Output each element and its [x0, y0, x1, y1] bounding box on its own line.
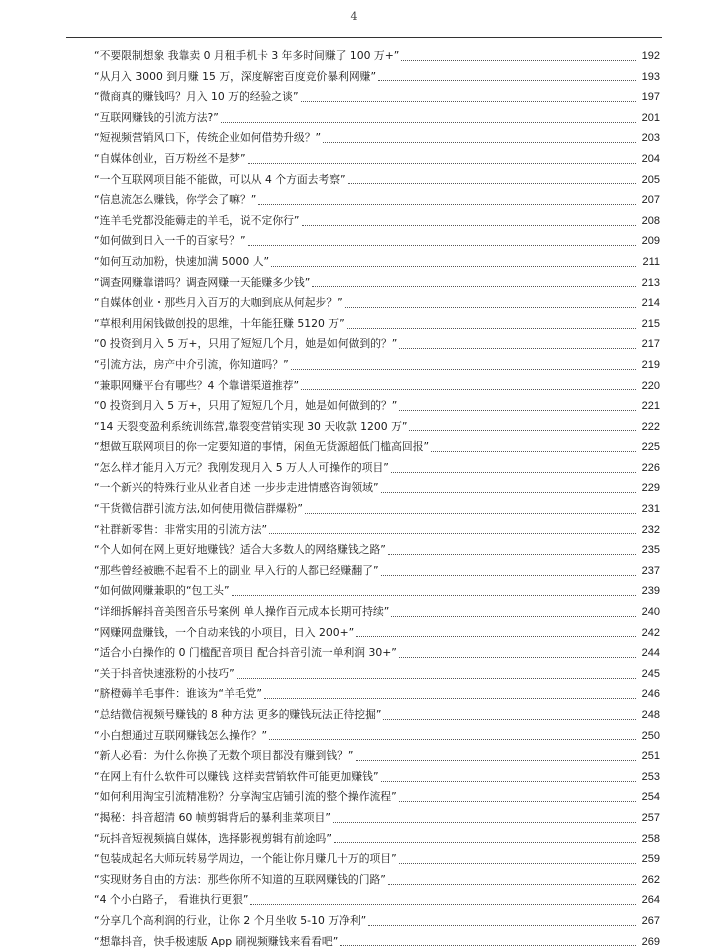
- toc-dot-leader: [391, 472, 636, 473]
- toc-entry-page-number: 237: [641, 564, 660, 577]
- toc-entry[interactable]: [94, 355, 660, 376]
- toc-entry-page-number: 264: [641, 894, 660, 907]
- toc-entry-page-number: 204: [641, 152, 660, 165]
- toc-entry[interactable]: [94, 334, 660, 355]
- toc-entry-title: “调查网赚靠谱吗？调查网赚一天能赚多少钱”: [94, 275, 311, 289]
- toc-dot-leader: [401, 60, 636, 61]
- toc-entry[interactable]: [94, 252, 660, 273]
- toc-entry[interactable]: [94, 849, 660, 870]
- toc-entry-page-number: 192: [641, 50, 660, 62]
- toc-entry[interactable]: [94, 561, 660, 582]
- toc-entry-page-number: 246: [641, 688, 660, 701]
- toc-entry-page-number: 222: [641, 420, 660, 433]
- toc-entry-page-number: 193: [641, 70, 660, 83]
- toc-entry-page-number: 267: [641, 914, 660, 927]
- toc-entry-page-number: 254: [641, 791, 660, 804]
- toc-entry-title: “想做互联网项目的你一定要知道的事情，闲鱼无货源超低门槛高回报”: [94, 440, 430, 454]
- toc-entry-page-number: 211: [642, 255, 660, 268]
- toc-entry-page-number: 221: [641, 400, 660, 413]
- toc-entry-page-number: 213: [641, 276, 660, 289]
- toc-entry[interactable]: [94, 540, 660, 561]
- toc-entry-title: “个人如何在网上更好地赚钱？适合大多数人的网络赚钱之路”: [94, 543, 386, 557]
- toc-dot-leader: [391, 616, 636, 617]
- toc-dot-leader: [368, 925, 636, 926]
- toc-dot-leader: [264, 698, 636, 699]
- toc-entry[interactable]: [94, 149, 660, 170]
- toc-dot-leader: [399, 348, 636, 349]
- toc-entry-page-number: 262: [641, 873, 660, 886]
- toc-dot-leader: [347, 328, 636, 329]
- toc-dot-leader: [312, 286, 636, 287]
- toc-dot-leader: [269, 533, 636, 534]
- toc-entry-title: “揭秘：抖音超清 60 帧剪辑背后的暴利韭菜项目”: [94, 810, 331, 824]
- toc-entry-title: “包装成起名大师玩转易学周边，一个能让你月赚几十万的项目”: [94, 852, 397, 866]
- toc-entry[interactable]: [94, 67, 660, 88]
- toc-entry-page-number: 229: [641, 482, 660, 495]
- toc-entry-page-number: 225: [641, 441, 660, 454]
- toc-entry-title: “脐橙薅羊毛事件：谁该为“羊毛党”: [94, 687, 262, 701]
- toc-entry-page-number: 220: [641, 379, 660, 392]
- toc-entry-title: “自媒体创业，百万粉丝不是梦”: [94, 151, 246, 165]
- toc-entry-title: “新人必看：为什么你换了无数个项目都没有赚到钱？”: [94, 749, 354, 763]
- toc-entry-page-number: 232: [641, 523, 660, 536]
- toc-entry-title: “如何做到日入一千的百家号？”: [94, 234, 246, 248]
- page-number: 4: [350, 10, 358, 23]
- toc-entry[interactable]: [94, 767, 660, 788]
- toc-entry-title: “关于抖音快速涨粉的小技巧”: [94, 666, 235, 680]
- toc-entry-page-number: 235: [641, 544, 660, 557]
- toc-entry-page-number: 239: [641, 585, 660, 598]
- toc-entry[interactable]: [94, 623, 660, 644]
- toc-entry[interactable]: [94, 643, 660, 664]
- toc-entry-title: “分享几个高利润的行业，让你 2 个月坐收 5-10 万净利”: [94, 913, 367, 927]
- toc-dot-leader: [302, 225, 636, 226]
- toc-entry[interactable]: [94, 273, 660, 294]
- toc-entry-page-number: 197: [641, 91, 660, 104]
- toc-entry-page-number: 231: [641, 503, 660, 516]
- toc-entry[interactable]: [94, 705, 660, 726]
- toc-entry[interactable]: [94, 293, 660, 314]
- toc-dot-leader: [383, 719, 636, 720]
- toc-dot-leader: [305, 513, 636, 514]
- toc-dot-leader: [248, 245, 636, 246]
- toc-entry-title: “自媒体创业・那些月入百万的大咖到底从何起步？”: [94, 296, 343, 310]
- toc-entry-page-number: 244: [641, 647, 660, 660]
- toc-entry-title: “信息流怎么赚钱，你学会了嘛？”: [94, 193, 257, 207]
- toc-entry[interactable]: [94, 664, 660, 685]
- toc-entry-title: “互联网赚钱的引流方法?”: [94, 110, 219, 124]
- toc-entry-page-number: 251: [641, 750, 660, 763]
- toc-entry-title: “兼职网赚平台有哪些？4 个靠谱渠道推荐”: [94, 378, 300, 392]
- toc-dot-leader: [399, 801, 636, 802]
- toc-entry-page-number: 257: [641, 811, 660, 824]
- toc-entry-title: “14 天裂变盈利系统训练营,靠裂变营销实现 30 天收款 1200 万”: [94, 419, 408, 433]
- toc-entry-title: “引流方法，房产中介引流，你知道吗？”: [94, 357, 289, 371]
- toc-entry[interactable]: [94, 746, 660, 767]
- toc-entry-title: “如何互动加粉，快速加满 5000 人”: [94, 254, 270, 268]
- toc-entry[interactable]: [94, 190, 660, 211]
- toc-entry[interactable]: [94, 808, 660, 829]
- toc-entry[interactable]: [94, 829, 660, 850]
- toc-entry[interactable]: [94, 437, 660, 458]
- toc-entry-title: “从月入 3000 到月赚 15 万，深度解密百度竞价暴利网赚”: [94, 69, 377, 83]
- toc-entry-title: “连羊毛党都没能薅走的羊毛，说不定你行”: [94, 213, 300, 227]
- toc-entry-title: “微商真的赚钱吗？月入 10 万的经验之谈”: [94, 90, 299, 104]
- toc-dot-leader: [271, 266, 636, 267]
- toc-entry[interactable]: [94, 108, 660, 129]
- toc-entry-title: “小白想通过互联网赚钱怎么操作？”: [94, 728, 268, 742]
- toc-entry-title: “那些曾经被瞧不起看不上的副业 早入行的人都已经赚翻了”: [94, 563, 379, 577]
- toc-entry[interactable]: [94, 684, 660, 705]
- toc-dot-leader: [232, 595, 636, 596]
- toc-entry[interactable]: [94, 932, 660, 952]
- toc-entry[interactable]: [94, 520, 660, 541]
- toc-entry[interactable]: [94, 396, 660, 417]
- toc-dot-leader: [291, 369, 636, 370]
- toc-entry[interactable]: [94, 376, 660, 397]
- toc-dot-leader: [399, 657, 636, 658]
- toc-entry-page-number: 269: [641, 935, 660, 948]
- toc-entry[interactable]: [94, 458, 660, 479]
- toc-entry-page-number: 209: [641, 235, 660, 248]
- toc-entry-title: “草根利用闲钱做创投的思维，十年能狂赚 5120 万”: [94, 316, 345, 330]
- toc-dot-leader: [388, 554, 636, 555]
- toc-entry-title: “网赚网盘赚钱，一个自动来钱的小项目，日入 200+”: [94, 625, 355, 639]
- toc-entry-title: “实现财务自由的方法：那些你所不知道的互联网赚钱的门路”: [94, 872, 386, 886]
- toc-entry-title: “社群新零售：非常实用的引流方法”: [94, 522, 268, 536]
- toc-dot-leader: [378, 80, 636, 81]
- toc-entry-page-number: 250: [641, 729, 660, 742]
- toc-entry[interactable]: [94, 211, 660, 232]
- toc-dot-leader: [356, 760, 636, 761]
- toc-entry-title: “总结微信视频号赚钱的 8 种方法 更多的赚钱玩法正待挖掘”: [94, 708, 382, 721]
- toc-entry[interactable]: [94, 417, 660, 438]
- toc-entry-page-number: 245: [641, 667, 660, 680]
- toc-entry-title: “怎么样才能月入万元？我刚发现月入 5 万人人可操作的项目”: [94, 460, 389, 474]
- toc-entry-page-number: 219: [641, 358, 660, 371]
- toc-dot-leader: [399, 410, 636, 411]
- toc-dot-leader: [301, 101, 636, 102]
- toc-entry[interactable]: [94, 478, 660, 499]
- toc-dot-leader: [348, 183, 636, 184]
- toc-entry[interactable]: [94, 170, 660, 191]
- toc-entry[interactable]: [94, 231, 660, 252]
- toc-entry-title: “详细拆解抖音美图音乐号案例 单人操作百元成本长期可持续”: [94, 605, 390, 619]
- toc-entry[interactable]: [94, 581, 660, 602]
- toc-dot-leader: [250, 904, 636, 905]
- toc-dot-leader: [248, 163, 636, 164]
- toc-dot-leader: [333, 822, 636, 823]
- toc-entry[interactable]: [94, 870, 660, 891]
- toc-entry[interactable]: [94, 602, 660, 623]
- toc-entry[interactable]: [94, 87, 660, 108]
- toc-entry-page-number: 215: [641, 317, 660, 330]
- toc-entry-page-number: 207: [641, 194, 660, 207]
- table-of-contents: [94, 46, 660, 952]
- toc-entry-title: “0 投资到月入 5 万+，只用了短短几个月，她是如何做到的？”: [94, 337, 398, 351]
- toc-dot-leader: [269, 739, 636, 740]
- toc-dot-leader: [381, 492, 636, 493]
- toc-entry-title: “0 投资到月入 5 万+，只用了短短几个月，她是如何做到的？”: [94, 399, 398, 413]
- toc-entry[interactable]: [94, 128, 660, 149]
- toc-entry-title: “干货微信群引流方法,如何使用微信群爆粉”: [94, 502, 303, 516]
- toc-entry-page-number: 208: [641, 214, 660, 227]
- toc-entry-page-number: 259: [641, 853, 660, 866]
- toc-dot-leader: [258, 204, 636, 205]
- toc-entry-page-number: 201: [641, 111, 660, 124]
- toc-entry-page-number: 258: [641, 832, 660, 845]
- toc-dot-leader: [388, 884, 636, 885]
- toc-entry[interactable]: [94, 499, 660, 520]
- toc-entry-page-number: 217: [641, 338, 660, 351]
- toc-dot-leader: [381, 575, 636, 576]
- toc-entry[interactable]: [94, 726, 660, 747]
- toc-entry-title: “一个互联网项目能不能做，可以从 4 个方面去考察”: [94, 172, 346, 186]
- toc-dot-leader: [340, 945, 636, 946]
- toc-entry[interactable]: [94, 46, 660, 67]
- toc-entry-title: “在网上有什么软件可以赚钱 这样卖营销软件可能更加赚钱”: [94, 769, 379, 783]
- header-rule: [66, 37, 662, 38]
- toc-entry-page-number: 253: [641, 770, 660, 783]
- toc-dot-leader: [409, 430, 636, 431]
- toc-entry-page-number: 248: [641, 709, 660, 721]
- toc-entry[interactable]: [94, 911, 660, 932]
- toc-entry-title: “不要限制想象 我靠卖 0 月租手机卡 3 年多时间赚了 100 万+”: [94, 49, 400, 62]
- toc-entry-title: “一个新兴的特殊行业从业者自述 一步步走进情感咨询领域”: [94, 481, 379, 495]
- toc-dot-leader: [301, 389, 636, 390]
- toc-entry[interactable]: [94, 787, 660, 808]
- toc-entry-title: “如何做网赚兼职的“包工头”: [94, 584, 230, 598]
- toc-dot-leader: [221, 122, 636, 123]
- toc-dot-leader: [399, 863, 636, 864]
- toc-dot-leader: [334, 842, 636, 843]
- toc-dot-leader: [237, 678, 636, 679]
- toc-entry-title: “4 个小白路子， 看谁执行更狠”: [94, 893, 249, 907]
- toc-dot-leader: [431, 451, 636, 452]
- toc-entry-page-number: 242: [641, 626, 660, 639]
- toc-entry-page-number: 240: [641, 606, 660, 619]
- toc-entry-title: “玩抖音短视频搞自媒体，选择影视剪辑有前途吗”: [94, 831, 332, 845]
- toc-entry-page-number: 226: [641, 461, 660, 474]
- toc-entry-title: “如何利用淘宝引流精准粉？分享淘宝店铺引流的整个操作流程”: [94, 790, 397, 804]
- toc-entry-page-number: 214: [641, 297, 660, 310]
- toc-entry-title: “短视频营销风口下，传统企业如何借势升级？”: [94, 131, 322, 145]
- toc-entry-page-number: 205: [641, 173, 660, 186]
- toc-entry-page-number: 203: [641, 132, 660, 145]
- toc-entry-title: “适合小白操作的 0 门槛配音项目 配合抖音引流一单利润 30+”: [94, 646, 397, 660]
- toc-dot-leader: [356, 636, 636, 637]
- toc-dot-leader: [323, 142, 636, 143]
- toc-entry[interactable]: [94, 890, 660, 911]
- toc-dot-leader: [381, 781, 636, 782]
- toc-dot-leader: [345, 307, 636, 308]
- toc-entry[interactable]: [94, 314, 660, 335]
- toc-entry-title: “想靠抖音，快手极速版 App 刷视频赚钱来看看吧”: [94, 934, 339, 948]
